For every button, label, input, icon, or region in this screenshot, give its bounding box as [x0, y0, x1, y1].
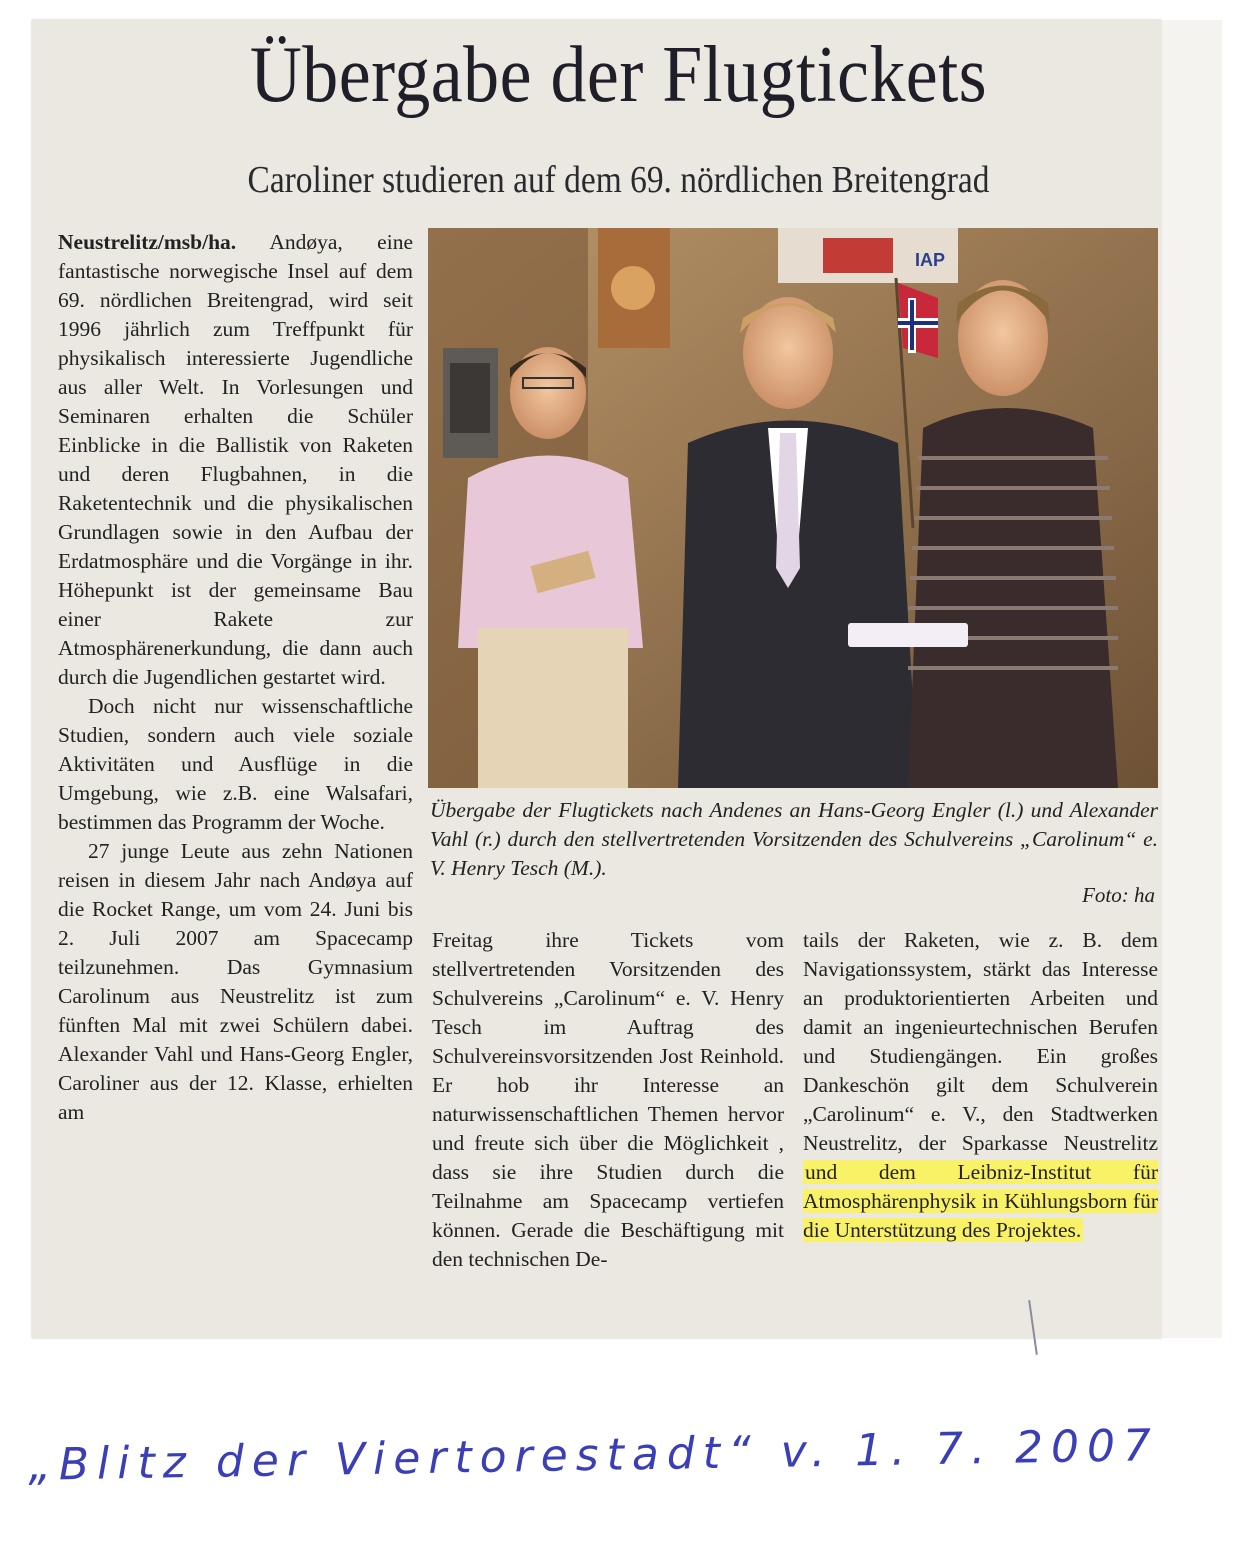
article-column-3 — [803, 926, 1158, 1245]
photo-credit: Foto: ha — [1082, 883, 1155, 907]
iap-sign-text: IAP — [915, 250, 946, 270]
article-column-2 — [432, 926, 784, 1274]
article-headline: Übergabe der Flugtickets — [249, 31, 988, 119]
photo-caption: Übergabe der Flugtickets nach Andenes an Hans-Georg Engler (l.) und Alexander Vahl (r.) durch den stellvertretenden Vorsitzenden des Schulvereins „Carolinum“ e. V. Henry Tesch (M.). — [430, 798, 1158, 880]
lead-text: Andøya, eine fantastische norwegische Insel auf dem 69. nördlichen Breitengrad, wird seit 1996 jährlich zum Treffpunkt für physikalisch interessierte Jugendliche aus aller Welt. In Vorlesungen und Seminaren erhalten die Schüler Einblicke in die Ballistik von Raketen und deren Flugbahnen, in die Raketentechnik und die physikalischen Grundlagen sowie in den Aufbau der Erdatmosphäre und die Vorgänge in ihr. Höhepunkt ist der gemeinsame Bau einer Rakete zur Atmosphärenerkundung, die dann auch durch die Jugendlichen gestartet wird. — [58, 230, 413, 689]
column-3-paragraph — [803, 926, 1158, 1245]
dateline: Neustrelitz/msb/ha. — [58, 230, 237, 254]
paragraph-2: Doch nicht nur wissenschaftliche Studien, sondern auch viele soziale Aktivitäten und Ausflüge in die Umgebung, wie z.B. eine Walsafari, bestimmen das Programm der Woche. — [58, 694, 413, 834]
highlighted-text: und dem Leibniz-Institut für Atmosphärenphysik in Kühlungsborn für die Unterstützung des Projektes. — [803, 1160, 1158, 1242]
photo-illustration — [428, 228, 1158, 788]
article-subheadline: Caroliner studieren auf dem 69. nördlichen Breitengrad — [247, 159, 990, 201]
article-photo — [428, 228, 1158, 788]
paragraph-3: 27 junge Leute aus zehn Nationen reisen in diesem Jahr nach Andøya auf die Rocket Range, um vom 24. Juni bis 2. Juli 2007 am Spacecamp teilzunehmen. Das Gymnasium Carolinum aus Neustrelitz ist zum fünften Mal mit zwei Schülern dabei. Alexander Vahl und Hans-Georg Engler, Caroliner aus der 12. Klasse, erhielten am — [58, 839, 413, 1124]
lead-paragraph — [58, 228, 413, 692]
column-3-text: tails der Raketen, wie z. B. dem Navigationssystem, stärkt das Interesse an produktorientierten Arbeiten und damit an ingenieurtechnischen Berufen und Studiengängen. Ein großes Dankeschön gilt dem Schulverein „Carolinum“ e. V., den Stadtwerken Neustrelitz, der Sparkasse Neustrelitz — [803, 928, 1158, 1155]
adjacent-page-edge — [1162, 20, 1222, 1338]
column-2-text: Freitag ihre Tickets vom stellvertretenden Vorsitzenden des Schulvereins „Carolinum“ e. V. Henry Tesch im Auftrag des Schulvereinsvorsitzenden Jost Reinhold. Er hob ihr Interesse an naturwissenschaftlichen Themen hervor und freute sich über die Möglichkeit , dass sie ihre Studien durch die Teilnahme am Spacecamp vertiefen können. Gerade die Beschäftigung mit den technischen De- — [432, 928, 784, 1271]
handwritten-source-note: „Blitz der Viertorestadt“ v. 1. 7. 2007 — [27, 1420, 1160, 1491]
article-column-1 — [58, 228, 413, 1127]
